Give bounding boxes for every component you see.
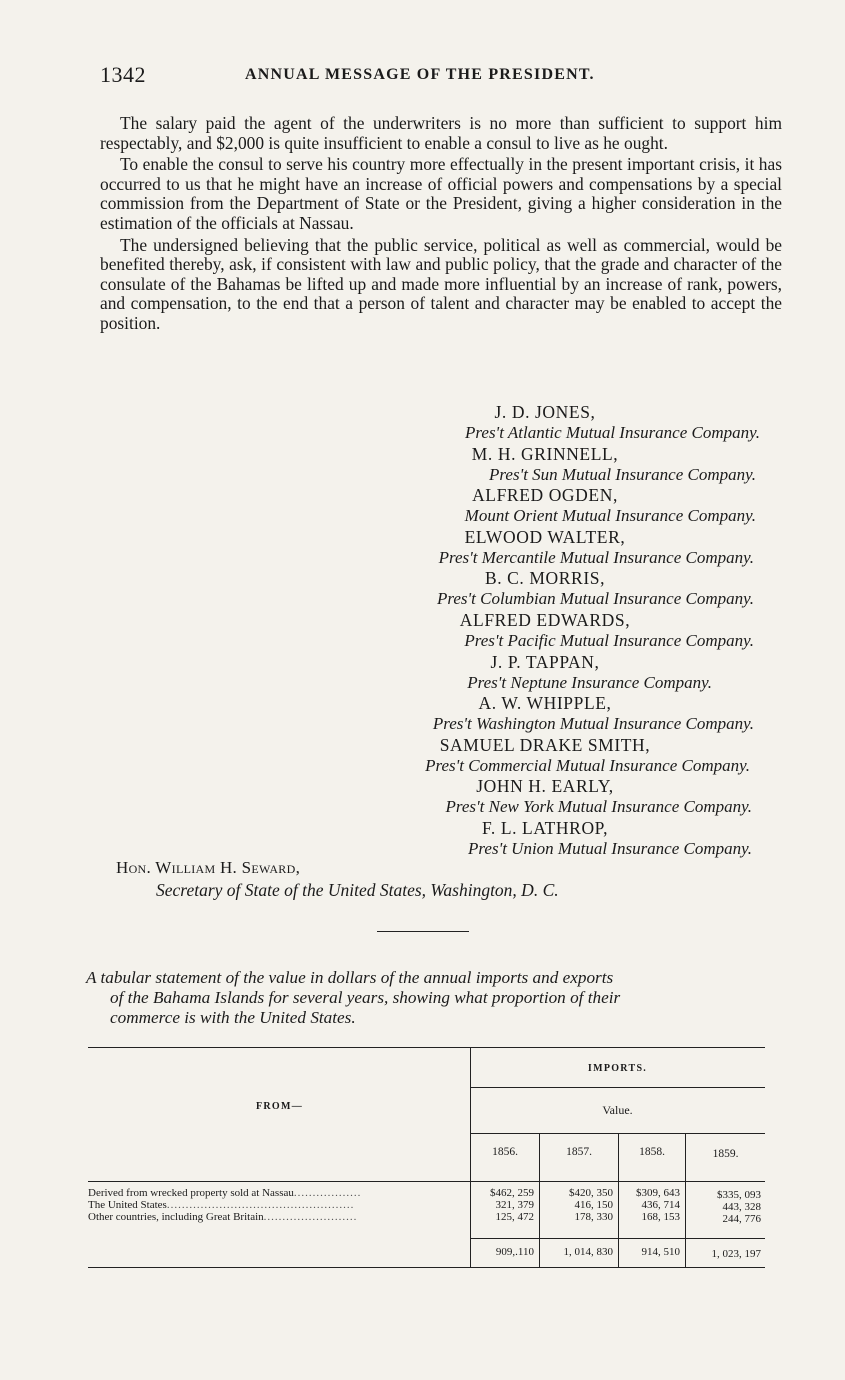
signatory-title: Pres't Neptune Insurance Company. bbox=[467, 672, 712, 692]
signatory-name: SAMUEL DRAKE SMITH, bbox=[439, 734, 651, 755]
signatory-title: Pres't Mercantile Mutual Insurance Company. bbox=[438, 547, 754, 567]
total-value: 1, 023, 197 bbox=[711, 1248, 761, 1260]
signatory-title: Pres't Sun Mutual Insurance Company. bbox=[489, 464, 756, 484]
table-top-rule bbox=[88, 1047, 765, 1048]
year-header: 1858. bbox=[639, 1146, 665, 1158]
row-label: Derived from wrecked property sold at Nassau.................. bbox=[88, 1187, 362, 1199]
total-value: 914, 510 bbox=[641, 1246, 680, 1258]
signature bbox=[330, 402, 760, 444]
signatory-title: Pres't Atlantic Mutual Insurance Company. bbox=[465, 423, 760, 442]
cell-value: $335, 093 bbox=[717, 1189, 761, 1201]
paragraph: The undersigned believing that the public service, political as well as commercial, would be benefited thereby, ask, if consistent with law and public policy, that the grade and character of the consulate of the Bahamas be lifted up and made more influential by an increase of rank, powers, and compensation, to the end that a person of talent and character may be enabled to accept the position. bbox=[100, 234, 782, 333]
signatory-name: JOHN H. EARLY, bbox=[476, 776, 614, 797]
cell-value: $309, 643 bbox=[636, 1187, 680, 1199]
signatory-name: ALFRED EDWARDS, bbox=[459, 609, 631, 630]
signature bbox=[330, 444, 760, 486]
caption-line: commerce is with the United States. bbox=[110, 1008, 356, 1027]
value-subheader: Value. bbox=[602, 1103, 633, 1117]
year-header: 1856. bbox=[492, 1146, 518, 1158]
signature bbox=[330, 527, 760, 569]
signatory-title: Pres't Columbian Mutual Insurance Company. bbox=[436, 589, 754, 609]
signature bbox=[330, 735, 760, 777]
paragraph: To enable the consul to serve his country more effectually in the present important crisis, it has occurred to us that he might have an increase of official powers and compensations by a special commission from the Department of State or the President, giving a higher consideration in the estimation of the officials at Nassau. bbox=[100, 154, 782, 233]
total-value: 1, 014, 830 bbox=[563, 1246, 613, 1258]
signatory-name: B. C. MORRIS, bbox=[484, 568, 606, 589]
signatory-name: J. P. TAPPAN, bbox=[490, 651, 600, 672]
running-head: ANNUAL MESSAGE OF THE PRESIDENT. bbox=[245, 66, 595, 83]
signatory-name: ALFRED OGDEN, bbox=[472, 485, 618, 506]
row-label: Other countries, including Great Britain......................... bbox=[88, 1211, 358, 1223]
page-header bbox=[100, 62, 780, 90]
cell-value: 125, 472 bbox=[495, 1211, 534, 1223]
signatory-title: Pres't Pacific Mutual Insurance Company. bbox=[464, 630, 754, 650]
signature bbox=[330, 485, 760, 527]
cell-value: $420, 350 bbox=[569, 1187, 613, 1199]
letter-body bbox=[100, 114, 782, 336]
cell-value: 436, 714 bbox=[641, 1199, 680, 1211]
cell-value: 416, 150 bbox=[574, 1199, 613, 1211]
signatory-title: Mount Orient Mutual Insurance Company. bbox=[464, 506, 756, 526]
imports-header: IMPORTS. bbox=[587, 1063, 648, 1074]
cell-value: 178, 330 bbox=[574, 1211, 613, 1223]
signature bbox=[330, 610, 760, 652]
header-bottom-rule bbox=[88, 1181, 765, 1182]
signatory-name: ELWOOD WALTER, bbox=[464, 526, 626, 547]
signatory-name: J. D. JONES, bbox=[494, 402, 596, 422]
caption-line: A tabular statement of the value in dollars of the annual imports and exports bbox=[86, 968, 614, 987]
page-number: 1342 bbox=[100, 62, 146, 87]
signatory-title: Pres't Washington Mutual Insurance Company. bbox=[432, 714, 754, 734]
caption-line: of the Bahama Islands for several years, showing what proportion of their bbox=[110, 988, 621, 1007]
signatory-name: F. L. LATHROP, bbox=[481, 817, 609, 838]
row-label: The United States.................................................. bbox=[88, 1199, 355, 1211]
imports-table bbox=[88, 1047, 765, 1269]
addressee-name: Hon. William H. Seward, bbox=[116, 858, 301, 877]
signature-block bbox=[330, 402, 760, 860]
cell-value: 168, 153 bbox=[641, 1211, 680, 1223]
signatory-name: A. W. WHIPPLE, bbox=[478, 693, 612, 714]
paragraph: The salary paid the agent of the underwriters is no more than sufficient to support him respectably, and $2,000 is quite insufficient to enable a consul to live as he ought. bbox=[100, 113, 782, 153]
header-rule bbox=[470, 1087, 765, 1088]
table-bottom-rule bbox=[88, 1267, 765, 1268]
section-divider bbox=[377, 931, 469, 932]
cell-value: 244, 776 bbox=[722, 1213, 761, 1225]
cell-value: $462, 259 bbox=[490, 1187, 534, 1199]
total-value: 909,.110 bbox=[495, 1246, 534, 1258]
signature bbox=[330, 652, 760, 694]
signature bbox=[330, 568, 760, 610]
signature bbox=[330, 693, 760, 735]
signatory-title: Pres't Union Mutual Insurance Company. bbox=[468, 838, 752, 858]
addressee-title: Secretary of State of the United States, Washington, D. C. bbox=[156, 880, 559, 900]
signature bbox=[330, 818, 760, 860]
year-header: 1859. bbox=[712, 1148, 739, 1160]
signatory-name: M. H. GRINNELL, bbox=[471, 443, 619, 464]
table-caption bbox=[86, 968, 786, 1028]
signature bbox=[330, 776, 760, 818]
cell-value: 443, 328 bbox=[722, 1201, 761, 1213]
signatory-title: Pres't Commercial Mutual Insurance Company. bbox=[425, 755, 750, 775]
signatory-title: Pres't New York Mutual Insurance Company. bbox=[445, 797, 752, 817]
cell-value: 321, 379 bbox=[495, 1199, 534, 1211]
from-header: FROM— bbox=[256, 1101, 304, 1112]
year-header: 1857. bbox=[566, 1146, 592, 1158]
